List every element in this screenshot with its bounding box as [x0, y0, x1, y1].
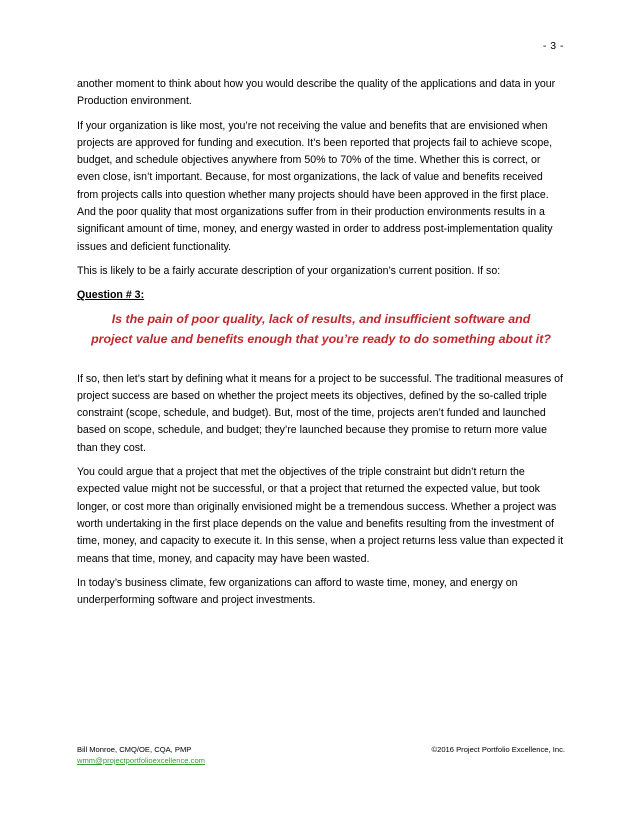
- question-label: Question # 3:: [77, 289, 145, 302]
- question-text: [77, 309, 565, 349]
- footer-copyright: ©2016 Project Portfolio Excellence, Inc.: [431, 745, 565, 754]
- question-line-2: project value and benefits enough that you’re ready to do something about it?: [91, 331, 551, 346]
- paragraph: This is likely to be a fairly accurate description of your organization’s current position. If so:: [77, 264, 501, 277]
- paragraph: If your organization is like most, you’re not receiving the value and benefits that are envisioned when projects are approved for funding and execution. It’s been reported that projects fail to achieve scope, budget, and schedule objectives anywhere from 50% to 70% of the time. Whether this is correct, or even close, isn’t important. Because, for most organizations, the lack of value and benefits received from projects calls into question whether many projects should have been approved in the first place. And the poor quality that most organizations suffer from in their production environments results in a significant amount of time, money, and energy wasted in order to address post-implementation quality issues and deficient functionality.: [77, 119, 553, 253]
- paragraph: In today’s business climate, few organizations can afford to waste time, money, and energy on underperforming software and project investments.: [77, 576, 518, 607]
- page-footer: [77, 744, 565, 766]
- question-line-1: Is the pain of poor quality, lack of results, and insufficient software and: [111, 311, 531, 326]
- footer-email-link[interactable]: wmm@projectportfolioexcellence.com: [77, 756, 205, 765]
- paragraph: another moment to think about how you would describe the quality of the applications and data in your Production environment.: [77, 78, 556, 108]
- paragraph: If so, then let’s start by defining what it means for a project to be successful. The traditional measures of project success are based on whether the project meets its objectives, defined by the so-called triple constraint (scope, schedule, and budget). But, most of the time, projects aren’t funded and launched based on scope, schedule, and budget; they’re launched because they promise to return more value than they cost.: [77, 372, 563, 454]
- page-number: - 3 -: [542, 40, 564, 52]
- paragraph: You could argue that a project that met the objectives of the triple constraint but didn’t return the expected value might not be successful, or that a project that returned the expected value, but took longer, or cost more than originally envisioned might be a tremendous success. Whether a project was worth undertaking in the first place depends on the value and benefits resulting from the investment of time, money, and capacity to execute it. In this sense, when a project returns less value than expected it means that time, money, and capacity may have been wasted.: [77, 466, 564, 565]
- footer-author: Bill Monroe, CMQ/OE, CQA, PMP: [77, 745, 192, 754]
- document-body: [77, 76, 565, 616]
